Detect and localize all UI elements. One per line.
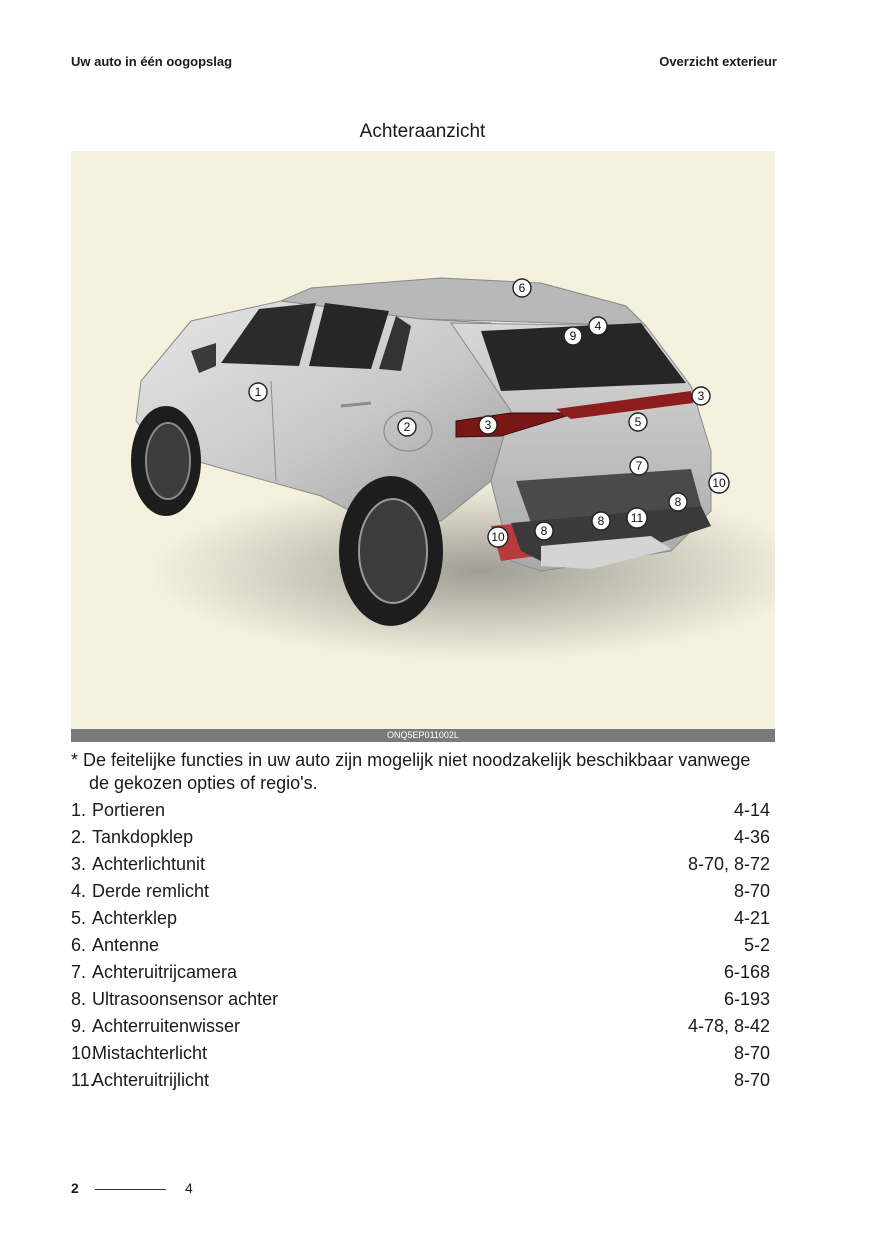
svg-text:5: 5	[634, 415, 642, 429]
svg-text:4: 4	[594, 319, 602, 333]
svg-text:11: 11	[630, 511, 644, 525]
svg-text:2: 2	[403, 420, 411, 434]
callout-8-left	[535, 522, 553, 540]
svg-text:8: 8	[674, 495, 682, 509]
callout-6	[513, 279, 531, 297]
front-wheel	[131, 406, 201, 516]
list-item: 7. Achteruitrijcamera 6-168	[71, 962, 770, 982]
list-item: 3. Achterlichtunit 8-70, 8-72	[71, 854, 770, 874]
callout-11	[627, 508, 647, 528]
list-item: 1. Portieren 4-14	[71, 800, 770, 820]
svg-text:6: 6	[518, 281, 526, 295]
svg-text:9: 9	[569, 329, 577, 343]
running-header-left: Uw auto in één oogopslag	[71, 54, 233, 69]
list-item: 9. Achterruitenwisser 4-78, 8-42	[71, 1016, 770, 1036]
chapter-number: 4	[185, 1180, 193, 1196]
footer-rule	[95, 1189, 166, 1190]
car-drawing	[71, 151, 775, 729]
callout-4	[589, 317, 607, 335]
svg-text:1: 1	[254, 385, 262, 399]
svg-text:3: 3	[484, 418, 492, 432]
list-item: 2. Tankdopklep 4-36	[71, 827, 770, 847]
page-number: 2	[71, 1180, 79, 1196]
list-item: 4. Derde remlicht 8-70	[71, 881, 770, 901]
callout-7	[630, 457, 648, 475]
list-item: 10. Mistachterlicht 8-70	[71, 1043, 770, 1063]
callout-3-right	[692, 387, 710, 405]
note-line-2: de gekozen opties of regio's.	[89, 773, 318, 793]
callout-1	[249, 383, 267, 401]
callout-8-right	[669, 493, 687, 511]
svg-text:3: 3	[697, 389, 705, 403]
callout-5	[629, 413, 647, 431]
availability-note	[71, 749, 781, 795]
list-item: 11. Achteruitrijlicht 8-70	[71, 1070, 770, 1090]
svg-text:10: 10	[491, 530, 505, 544]
callout-9	[564, 327, 582, 345]
figure-code: ONQ5EP011002L	[71, 729, 775, 742]
note-line-1: * De feitelijke functies in uw auto zijn mogelijk niet noodzakelijk beschikbaar vanwege	[71, 750, 751, 770]
svg-text:7: 7	[635, 459, 643, 473]
svg-text:10: 10	[712, 476, 726, 490]
callout-8-center	[592, 512, 610, 530]
svg-text:8: 8	[597, 514, 605, 528]
callout-10-left	[488, 527, 508, 547]
component-list	[71, 797, 770, 1094]
running-header-right: Overzicht exterieur	[659, 54, 777, 69]
list-item: 5. Achterklep 4-21	[71, 908, 770, 928]
list-item: 8. Ultrasoonsensor achter 6-193	[71, 989, 770, 1009]
callout-10-right	[709, 473, 729, 493]
svg-text:8: 8	[540, 524, 548, 538]
rear-wheel	[339, 476, 443, 626]
callout-3-left	[479, 416, 497, 434]
section-title: Achteraanzicht	[359, 121, 486, 142]
rear-view-illustration	[71, 151, 775, 729]
list-item: 6. Antenne 5-2	[71, 935, 770, 955]
callout-2	[398, 418, 416, 436]
rear-window	[481, 323, 686, 391]
